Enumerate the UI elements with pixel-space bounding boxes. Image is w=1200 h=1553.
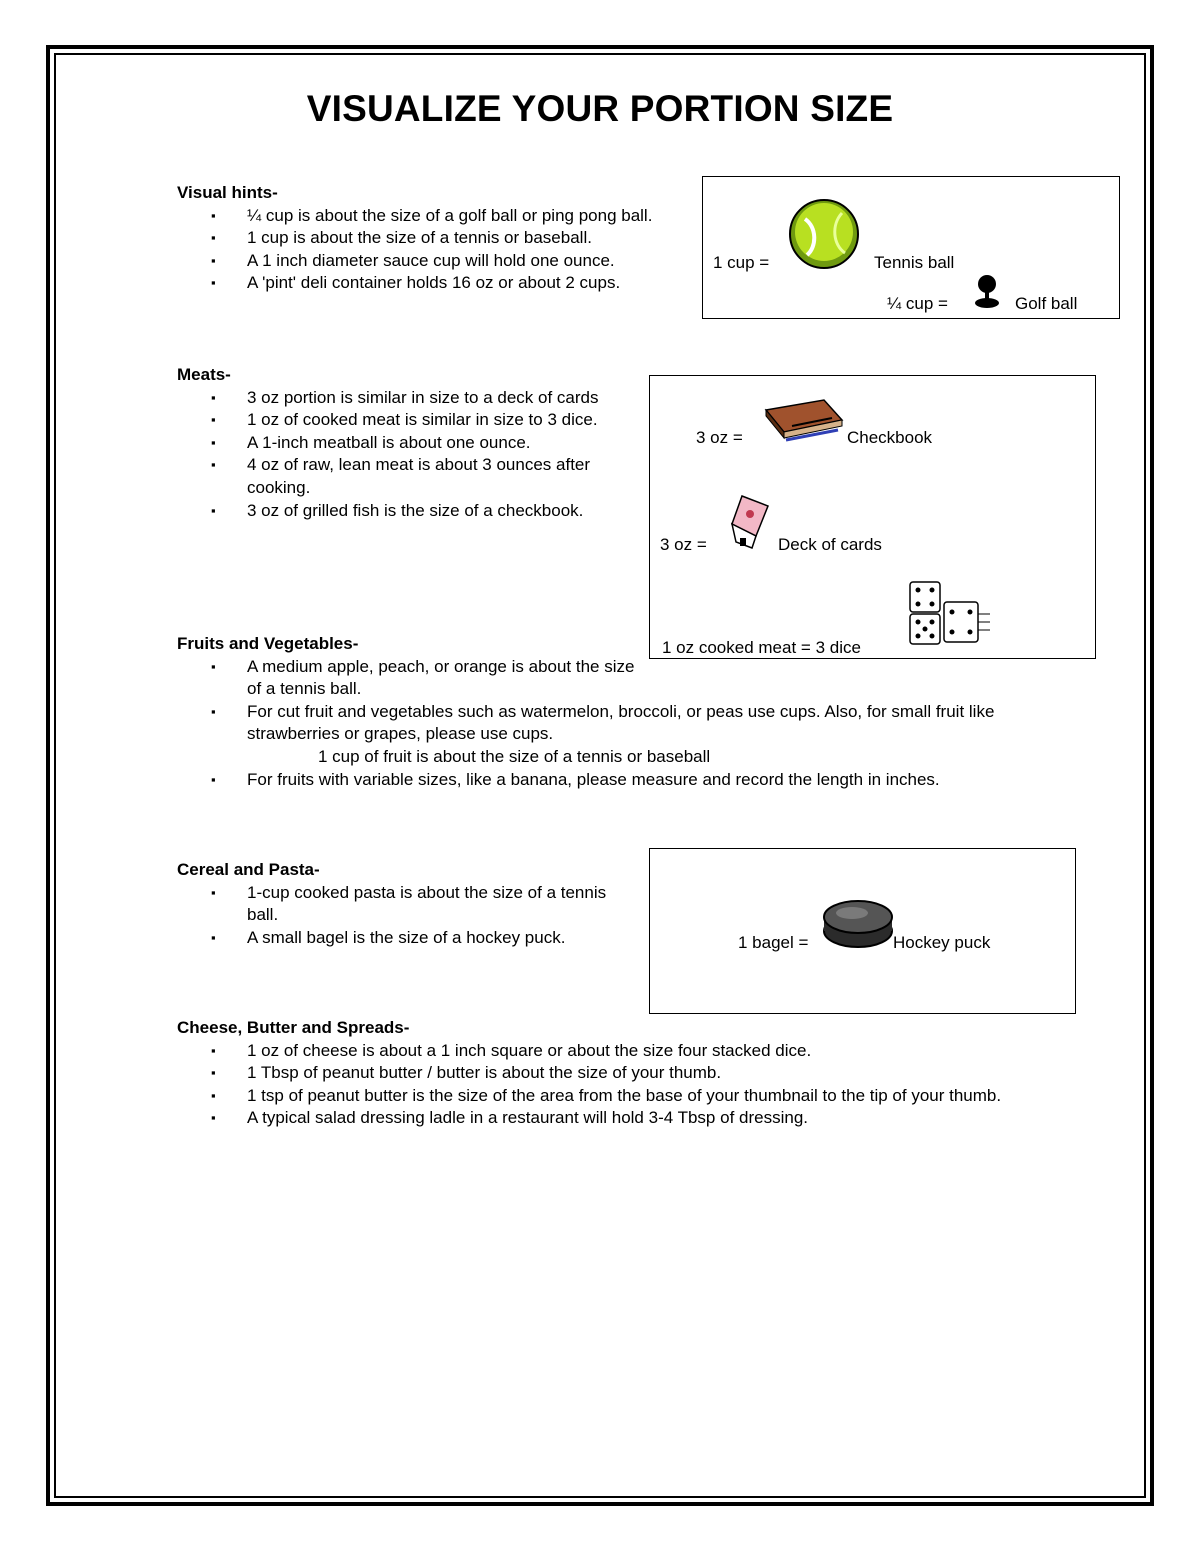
checkbook-icon	[762, 396, 844, 446]
meats-list	[177, 387, 637, 523]
quarter-cup-label: ¼ cup =	[887, 294, 948, 313]
visual-hints-section	[177, 182, 697, 295]
cheese-heading: Cheese, Butter and Spreads-	[177, 1018, 410, 1037]
fruits-vegetables-section	[177, 633, 1057, 791]
list-item: ▪ 3 oz of grilled fish is the size of a checkbook.	[177, 500, 637, 523]
cup-label: 1 cup =	[713, 253, 770, 272]
list-item: ▪ A 1-inch meatball is about one ounce.	[177, 432, 637, 455]
cereal-list	[177, 882, 637, 950]
list-item: ▪ For fruits with variable sizes, like a banana, please measure and record the length in inches.	[177, 769, 1007, 792]
meat-comparison-box	[649, 375, 1096, 659]
list-item: ▪ A medium apple, peach, or orange is about the size of a tennis ball.	[177, 656, 637, 701]
list-item: ▪ 3 oz portion is similar in size to a deck of cards	[177, 387, 637, 410]
list-item: ▪ 4 oz of raw, lean meat is about 3 ounces after cooking.	[177, 454, 637, 499]
list-subnote: 1 cup of fruit is about the size of a tennis or baseball	[318, 746, 711, 766]
golf-ball-label: Golf ball	[1015, 294, 1078, 313]
list-item: ▪ 1-cup cooked pasta is about the size of a tennis ball.	[177, 882, 637, 927]
tennis-ball-label: Tennis ball	[874, 253, 955, 272]
list-item: ▪ A 1 inch diameter sauce cup will hold one ounce.	[177, 250, 697, 273]
list-item: ▪ A typical salad dressing ladle in a restaurant will hold 3-4 Tbsp of dressing.	[177, 1107, 1037, 1130]
list-item: ▪ A small bagel is the size of a hockey puck.	[177, 927, 637, 950]
cards-label: Deck of cards	[778, 535, 882, 554]
fruits-heading: Fruits and Vegetables-	[177, 634, 359, 653]
bagel-label: 1 bagel =	[738, 933, 809, 952]
list-item: ▪ For cut fruit and vegetables such as watermelon, broccoli, or peas use cups. Also, for small fruit like strawberries or grapes, please use cups.	[177, 701, 1007, 746]
checkbook-oz-label: 3 oz =	[696, 428, 743, 447]
list-item: ▪ 1 Tbsp of peanut butter / butter is about the size of your thumb.	[177, 1062, 1037, 1085]
list-item: ▪ 1 cup is about the size of a tennis or baseball.	[177, 227, 697, 250]
cards-oz-label: 3 oz =	[660, 535, 707, 554]
meats-heading: Meats-	[177, 365, 231, 384]
list-item: ▪ 1 oz of cheese is about a 1 inch square or about the size four stacked dice.	[177, 1040, 1037, 1063]
dice-label: 1 oz cooked meat = 3 dice	[662, 638, 861, 657]
cup-comparison-box	[702, 176, 1120, 319]
list-item: ▪ 1 tsp of peanut butter is the size of the area from the base of your thumbnail to the tip of your thumb.	[177, 1085, 1037, 1108]
page-title: VISUALIZE YOUR PORTION SIZE	[306, 88, 894, 129]
deck-of-cards-icon	[728, 492, 776, 554]
visual-hints-list	[177, 205, 697, 295]
list-item: ▪ 1 oz of cooked meat is similar in size to 3 dice.	[177, 409, 637, 432]
cereal-heading: Cereal and Pasta-	[177, 860, 320, 879]
list-item: ▪ A 'pint' deli container holds 16 oz or about 2 cups.	[177, 272, 697, 295]
meats-section	[177, 364, 637, 522]
list-item: ▪ ¼ cup is about the size of a golf ball or ping pong ball.	[177, 205, 697, 228]
visual-hints-heading: Visual hints-	[177, 183, 278, 202]
checkbook-label: Checkbook	[847, 428, 933, 447]
fruits-list	[177, 656, 1057, 792]
tennis-ball-icon	[787, 197, 861, 271]
hockey-puck-icon	[820, 897, 896, 951]
cheese-section	[177, 1017, 1037, 1130]
bagel-comparison-box	[649, 848, 1076, 1014]
cheese-list	[177, 1040, 1037, 1130]
hockey-puck-label: Hockey puck	[893, 933, 991, 952]
cereal-pasta-section	[177, 859, 637, 949]
golf-ball-icon	[972, 273, 1002, 311]
